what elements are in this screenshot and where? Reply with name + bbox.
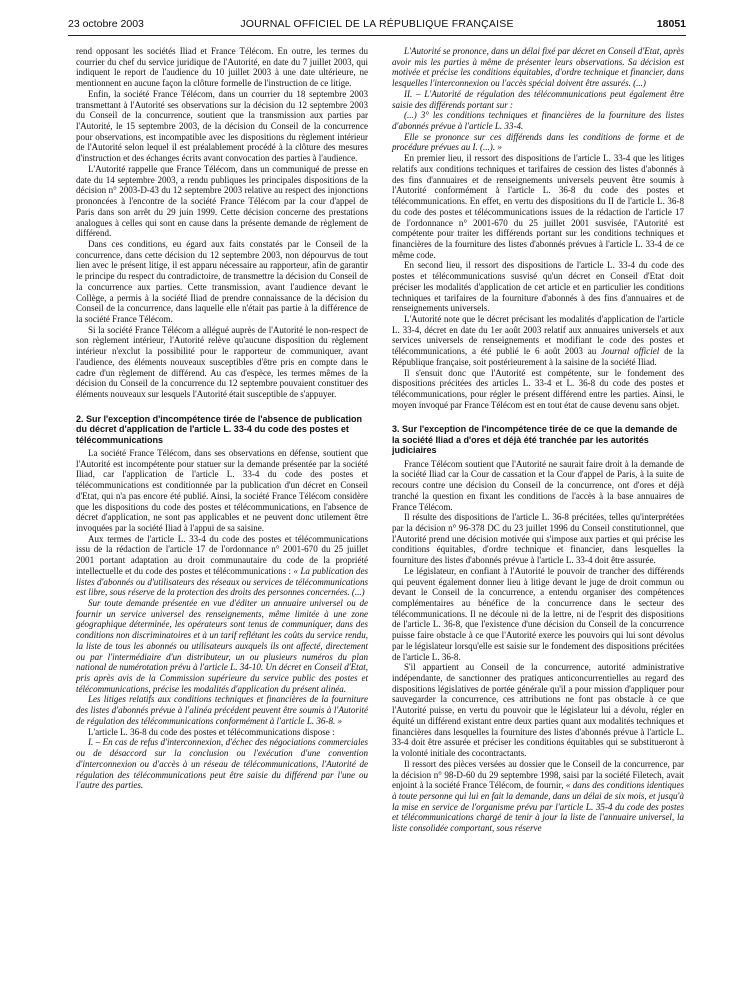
paragraph-text: de la République française, soit postérieurement à la saisine de la société Iliad. — [392, 346, 684, 367]
page-number: 18051 — [656, 18, 686, 30]
spacer — [76, 400, 368, 406]
quoted-paragraph: Les litiges relatifs aux conditions techniques et financières de la fourniture des listes d'abonnés prévue à l'alinéa précédent peuvent être soumis à l'Autorité de régulation des télécommunications conformément à l'article L. 36-8. » — [76, 694, 368, 726]
paragraph: S'il appartient au Conseil de la concurrence, autorité administrative indépendante, de sanctionner des pratiques anticoncurrentielles au regard des dispositions législatives de portée générale qu'il a pour mission d'appliquer pour sauvegarder la concurrence, ces attributions ne font pas obstacle à ce que l'Autorité puisse, en vertu du pouvoir que le législateur lui a dévolu, régler en équité un différend existant entre deux parties quant aux modalités techniques et financières dans lesquelles la fourniture des listes d'abonnés prévue à l'article L. 33-4 doit être assurée et préciser les conditions équitables qui se substitueront à la volonté initiale des cocontractants. — [392, 662, 684, 759]
right-column — [392, 46, 684, 834]
quoted-paragraph: I. – En cas de refus d'interconnexion, d'échec des négociations commerciales ou de désaccord sur la conclusion ou l'exécution d'une convention d'interconnexion ou d'accès à un réseau de télécommunications, l'Autorité de régulation des télécommunications peut être saisie du différend par l'une ou l'autre des parties. — [76, 737, 368, 791]
paragraph: L'Autorité rappelle que France Télécom, dans un communiqué de presse en date du 14 septembre 2003, a rendu publiques les principales dispositions de la décision n° 2003-D-43 du 12 septembre 2003 relative au respect des injonctions prononcées à l'encontre de la société France Télécom par la cour d'appel de Paris dans son arrêt du 29 juin 1999. Cette décision concerne des prestations analogues à celles qui sont en cause dans la présente demande de règlement de différend. — [76, 163, 368, 239]
quoted-paragraph: II. – L'Autorité de régulation des télécommunications peut également être saisie des différends portant sur : — [392, 88, 684, 110]
paragraph — [392, 759, 684, 834]
paragraph: Le législateur, en confiant à l'Autorité le pouvoir de trancher des différends qui peuvent également donner lieu à litige devant le juge de droit commun ou devant le Conseil de la concurrence, a entendu organiser des compétences complémentaires au bénéfice de la concurrence dans le secteur des télécommunications. Il ne découle ni de la lettre, ni de l'esprit des dispositions de l'article L. 36-8, que l'existence d'une décision du Conseil de la concurrence puisse faire obstacle à ce que l'Autorité exerce les pouvoirs qui lui sont dévolus par le législateur lorsqu'elle est saisie sur le fondement des dispositions précitées de l'article L. 36-8. — [392, 565, 684, 662]
issue-date: 23 octobre 2003 — [68, 18, 144, 30]
quoted-paragraph: Sur toute demande présentée en vue d'éditer un annuaire universel ou de fournir un service universel des renseignements, même limitée à une zone géographique déterminée, les opérateurs sont tenus de communiquer, dans des conditions non discriminatoires et à un tarif reflétant les coûts du service rendu, la liste de tous les abonnés ou utilisateurs auxquels ils ont affecté, directement ou par l'intermédiaire d'un distributeur, un ou plusieurs numéros du plan national de numérotation prévu à l'article L. 34-10. Un décret en Conseil d'Etat, pris après avis de la Commission supérieure du service public des postes et télécommunications, précise les modalités d'application du présent alinéa. — [76, 598, 368, 694]
paragraph: Si la société France Télécom a allégué auprès de l'Autorité le non-respect de son règlement intérieur, l'Autorité relève qu'aucune disposition du règlement intérieur n'exclut la possibilité pour le rapporteur de communiquer, avant l'audience, des éléments nouveaux susceptibles d'être pris en compte dans le cadre d'un règlement de différend. Au cas d'espèce, les termes mêmes de la décision du Conseil de la concurrence du 12 septembre pouvaient constituer des éléments nouveaux sur lesquels l'Autorité était susceptible de s'appuyer. — [76, 324, 368, 399]
paragraph: France Télécom soutient que l'Autorité ne saurait faire droit à la demande de la société Iliad car la Cour de cassation et la Cour d'appel de Paris, à la suite de recours contre une décision du Conseil de la concurrence, ont d'ores et déjà tranché la question en fixant les conditions de l'accès à la base annuaires de France Télécom. — [392, 458, 684, 512]
left-column — [76, 46, 368, 791]
journal-officiel-mention: Journal officiel — [601, 346, 660, 357]
section-heading-2: 2. Sur l'exception d'incompétence tirée de l'absence de publication du décret d'application de l'article L. 33-4 du code des postes et télécommunications — [76, 413, 362, 445]
paragraph — [76, 534, 368, 598]
quoted-paragraph: L'Autorité se prononce, dans un délai fixé par décret en Conseil d'Etat, après avoir mis les parties à même de présenter leurs observations. Sa décision est motivée et précise les conditions équitables, d'ordre technique et financier, dans lesquelles l'interconnexion ou l'accès spécial doivent être assurés. (...) — [392, 46, 684, 89]
section-heading-3: 3. Sur l'exception de l'incompétence tirée de ce que la demande de la société Iliad a d'ores et déjà été tranchée par les autorités judiciaires — [392, 424, 678, 456]
paragraph-text: Aux termes de l'article L. 33-4 du code des postes et télécommunications issu de la rédaction de l'article 17 de l'ordonnance n° 2001-670 du 25 juillet 2001 portant adaptation au droit communautaire du code de la propriété intellectuelle et du code des postes et télécommunications : — [76, 533, 368, 576]
quoted-text: « La publication des listes d'abonnés ou d'utilisateurs des réseaux ou services de télécommunications est libre, sous réserve de la protection des droits des personnes concernées. (...) — [76, 565, 368, 598]
journal-title: JOURNAL OFFICIEL DE LA RÉPUBLIQUE FRANÇAISE — [240, 18, 514, 30]
paragraph: Il s'ensuit donc que l'Autorité est compétente, sur le fondement des dispositions précitées des articles L. 33-4 et L. 36-8 du code des postes et télécommunications, pour régler le présent différend entre les parties. Ainsi, le moyen invoqué par France Télécom est en tout état de cause devenu sans objet. — [392, 367, 684, 410]
page-header — [68, 18, 686, 34]
paragraph-text: L'Autorité note que le décret précisant les modalités d'application de l'article L. 33-4, décret en date du 1er août 2003 relatif aux annuaires universels et aux services universels de renseignements et modifiant le code des postes et télécommunications, a été publié le 6 août 2003 au — [392, 313, 684, 357]
paragraph: Enfin, la société France Télécom, dans un courrier du 18 septembre 2003 transmettant à l'Autorité ses observations sur la décision du 12 septembre 2003 du Conseil de la concurrence, soutient que la transmission aux parties par l'Autorité, le 15 septembre 2003, de la décision du Conseil de la concurrence pour observations, est incompatible avec les dispositions du règlement intérieur de l'Autorité selon lequel il est préalablement procédé à la clôture des mesures d'instruction et des échanges écrits avant convocation des parties à l'audience. — [76, 88, 368, 164]
paragraph: En premier lieu, il ressort des dispositions de l'article L. 33-4 que les litiges relatifs aux conditions techniques et tarifaires de cession des listes d'abonnés à des fins d'annuaires et de renseignements universels peuvent être soumis à l'Autorité conformément à l'article L. 36-8 du code des postes et télécommunications. En effet, en vertu des dispositions du II de l'article L. 36-8 du code des postes et télécommunications issues de la rédaction de l'article 17 de l'ordonnance n° 2001-670 du 25 juillet 2001 susvisée, l'Autorité est compétente pour traiter les différends portant sur les conditions techniques et financières de la fourniture des listes d'abonnés prévues à l'article L. 33-4 de ce même code. — [392, 153, 684, 260]
quoted-paragraph: (...) 3° les conditions techniques et financières de la fourniture des listes d'abonnés prévue à l'article L. 33-4. — [392, 110, 684, 132]
paragraph-text: Il ressort des pièces versées au dossier que le Conseil de la concurrence, par la décision n° 98-D-60 du 29 septembre 1998, saisi par la société Filetech, avait enjoint à la société France Télécom, de fournir, — [392, 758, 684, 791]
header-rule — [68, 35, 686, 36]
quoted-paragraph: Elle se prononce sur ces différends dans les conditions de forme et de procédure prévues au I. (...). » — [392, 131, 684, 153]
spacer — [392, 410, 684, 416]
paragraph: rend opposant les sociétés Iliad et France Télécom. En outre, les termes du courrier du chef du service juridique de l'Autorité, en date du 7 juillet 2003, qui indiquent le report de l'audience du 10 juillet 2003 à une date ultérieure, ne mentionnent en aucune façon la clôture formelle de l'instruction de ce litige. — [76, 46, 368, 89]
paragraph: Dans ces conditions, eu égard aux faits constatés par le Conseil de la concurrence, dans cette décision du 12 septembre 2003, non dépourvus de tout lien avec le présent litige, il est apparu nécessaire au rapporteur, afin de garantir le principe du respect du contradictoire, de transmettre la décision du Conseil de la concurrence aux parties. Cette transmission, avant l'audience devant le Collège, a permis à la société Iliad de prendre connaissance de la décision du Conseil de la concurrence, dans laquelle elle n'était pas partie à la différence de la société France Télécom. — [76, 238, 368, 324]
paragraph: La société France Télécom, dans ses observations en défense, soutient que l'Autorité est incompétente pour statuer sur la demande présentée par la société Iliad, car l'application de l'article L. 33-4 du code des postes et télécommunications est conditionnée par la publication d'un décret en Conseil d'Etat, qui n'a pas encore été publié. Ainsi, la société France Télécom considère que les dispositions du code des postes et télécommunications, en l'absence de décret d'application, ne sont pas applicables et ne peuvent donc utilement être invoquées par la société Iliad à l'appui de sa saisine. — [76, 447, 368, 533]
quoted-text: « dans des conditions identiques à toute personne qui lui en fait la demande, dans un délai de six mois, et jusqu'à la mise en service de l'organisme prévu par l'article L. 35-4 du code des postes et télécommunications chargé de tenir à jour la liste de l'annuaire universel, la liste consolidée comportant, sous réserve — [392, 780, 684, 834]
paragraph — [392, 314, 684, 368]
paragraph: Il résulte des dispositions de l'article L. 36-8 précitées, telles qu'interprétées par la décision n° 96-378 DC du 23 juillet 1996 du Conseil constitutionnel, que l'Autorité prend une décision motivée qui s'impose aux parties et qui précise les conditions équitables, d'ordre technique et financier, dans lesquelles la fourniture des listes d'abonnés prévue à l'article L. 33-4 doit être assurée. — [392, 512, 684, 566]
paragraph: L'article L. 36-8 du code des postes et télécommunications dispose : — [88, 726, 335, 737]
paragraph: En second lieu, il ressort des dispositions de l'article L. 33-4 du code des postes et télécommunications susvisé qu'un décret en Conseil d'Etat doit préciser les modalités d'application de cet article et en particulier les conditions techniques et tarifaires de la fourniture d'abonnés à des fins d'annuaires et de renseignements universels. — [392, 260, 684, 314]
